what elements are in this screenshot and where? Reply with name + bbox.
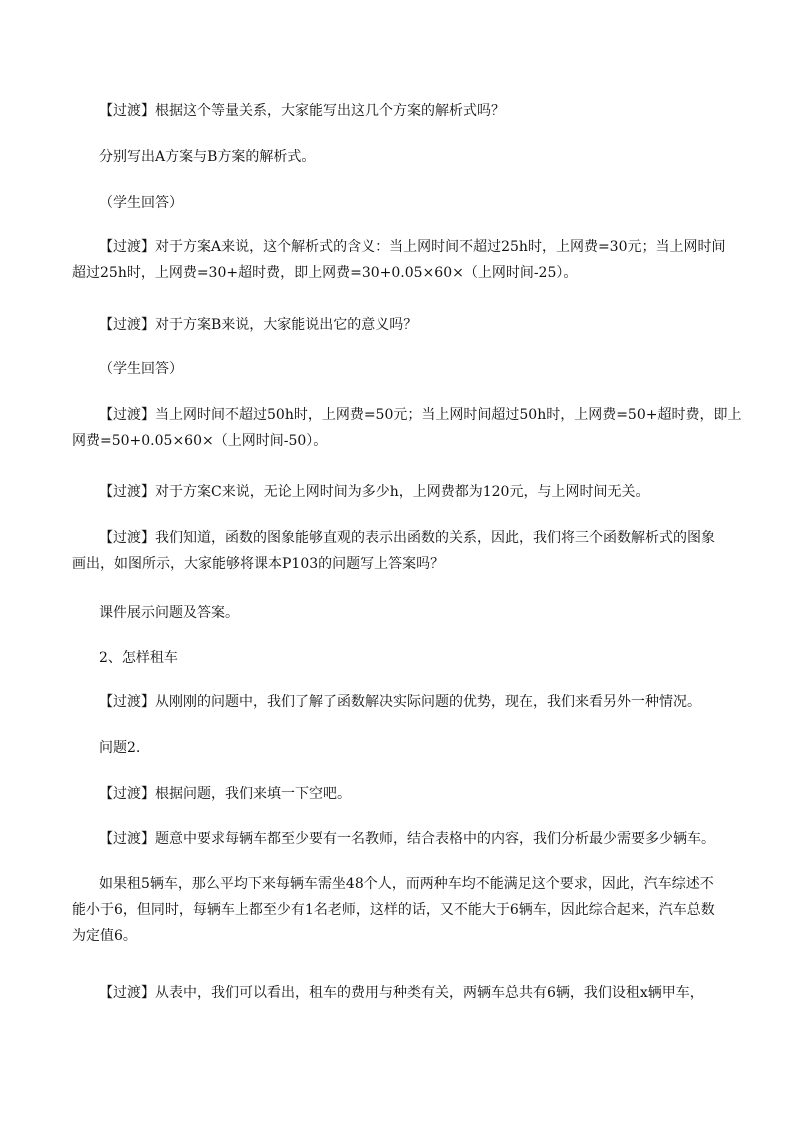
section-heading <box>72 645 732 671</box>
paragraph-15 <box>72 826 732 852</box>
paragraph-line: 【过渡】题意中要求每辆车都至少要有一名教师，结合表格中的内容，我们分析最少需要多少辆车。 <box>99 831 715 847</box>
paragraph-5 <box>72 312 732 338</box>
paragraph-line: 2、怎样租车 <box>99 650 178 666</box>
paragraph-line: 【过渡】根据问题，我们来填一下空吧。 <box>99 786 351 802</box>
paragraph-line: 能小于6，但同时，每辆车上都至少有1名老师，这样的话，又不能大于6辆车，因此综合起来，汽车总数 <box>72 902 715 918</box>
paragraph-9 <box>72 525 732 577</box>
paragraph-6 <box>72 356 732 382</box>
paragraph-line: 【过渡】从刚刚的问题中，我们了解了函数解决实际问题的优势，现在，我们来看另外一种情况。 <box>99 694 701 710</box>
paragraph-line: 【过渡】我们知道，函数的图象能够直观的表示出函数的关系，因此，我们将三个函数解析式的图象 <box>99 530 715 546</box>
paragraph-line: 【过渡】从表中，我们可以看出，租车的费用与种类有关，两辆车总共有6辆，我们设租x辆甲车， <box>99 985 704 1001</box>
paragraph-line: 课件展示问题及答案。 <box>99 605 239 621</box>
paragraph-line: 为定值6。 <box>72 928 137 944</box>
paragraph-line: （学生回答） <box>99 361 183 377</box>
paragraph-line: 如果租5辆车，那么平均下来每辆车需坐48个人，而两种车均不能满足这个要求，因此，汽车综述不 <box>99 876 714 892</box>
paragraph-1 <box>72 98 732 124</box>
paragraph-16 <box>72 871 732 949</box>
paragraph-7 <box>72 402 742 454</box>
paragraph-line: 问题2. <box>99 740 141 756</box>
paragraph-line: 【过渡】对于方案B来说，大家能说出它的意义吗？ <box>99 317 418 333</box>
paragraph-line: 画出，如图所示，大家能够将课本P103的问题写上答案吗？ <box>72 556 445 572</box>
paragraph-17 <box>72 980 732 1006</box>
paragraph-line: 超过25h时，上网费=30+超时费，即上网费=30+0.05×60×（上网时间-25）。 <box>72 265 578 281</box>
paragraph-line: 【过渡】当上网时间不超过50h时，上网费=50元；当上网时间超过50h时，上网费=50+超时费，即上 <box>99 407 742 423</box>
paragraph-3 <box>72 190 732 216</box>
paragraph-14 <box>72 781 732 807</box>
paragraph-line: 网费=50+0.05×60×（上网时间-50）。 <box>72 433 328 449</box>
paragraph-13 <box>72 735 732 761</box>
paragraph-12 <box>72 689 732 715</box>
paragraph-line: 分别写出A方案与B方案的解析式。 <box>99 149 316 165</box>
paragraph-8 <box>72 479 732 505</box>
paragraph-line: 【过渡】对于方案A来说，这个解析式的含义：当上网时间不超过25h时，上网费=30元；当上网时间 <box>99 239 726 255</box>
paragraph-10 <box>72 600 732 626</box>
paragraph-4 <box>72 234 732 286</box>
paragraph-2 <box>72 144 732 170</box>
paragraph-line: （学生回答） <box>99 195 183 211</box>
paragraph-line: 【过渡】根据这个等量关系，大家能写出这几个方案的解析式吗？ <box>99 103 505 119</box>
paragraph-line: 【过渡】对于方案C来说，无论上网时间为多少h，上网费都为120元，与上网时间无关。 <box>99 484 650 500</box>
